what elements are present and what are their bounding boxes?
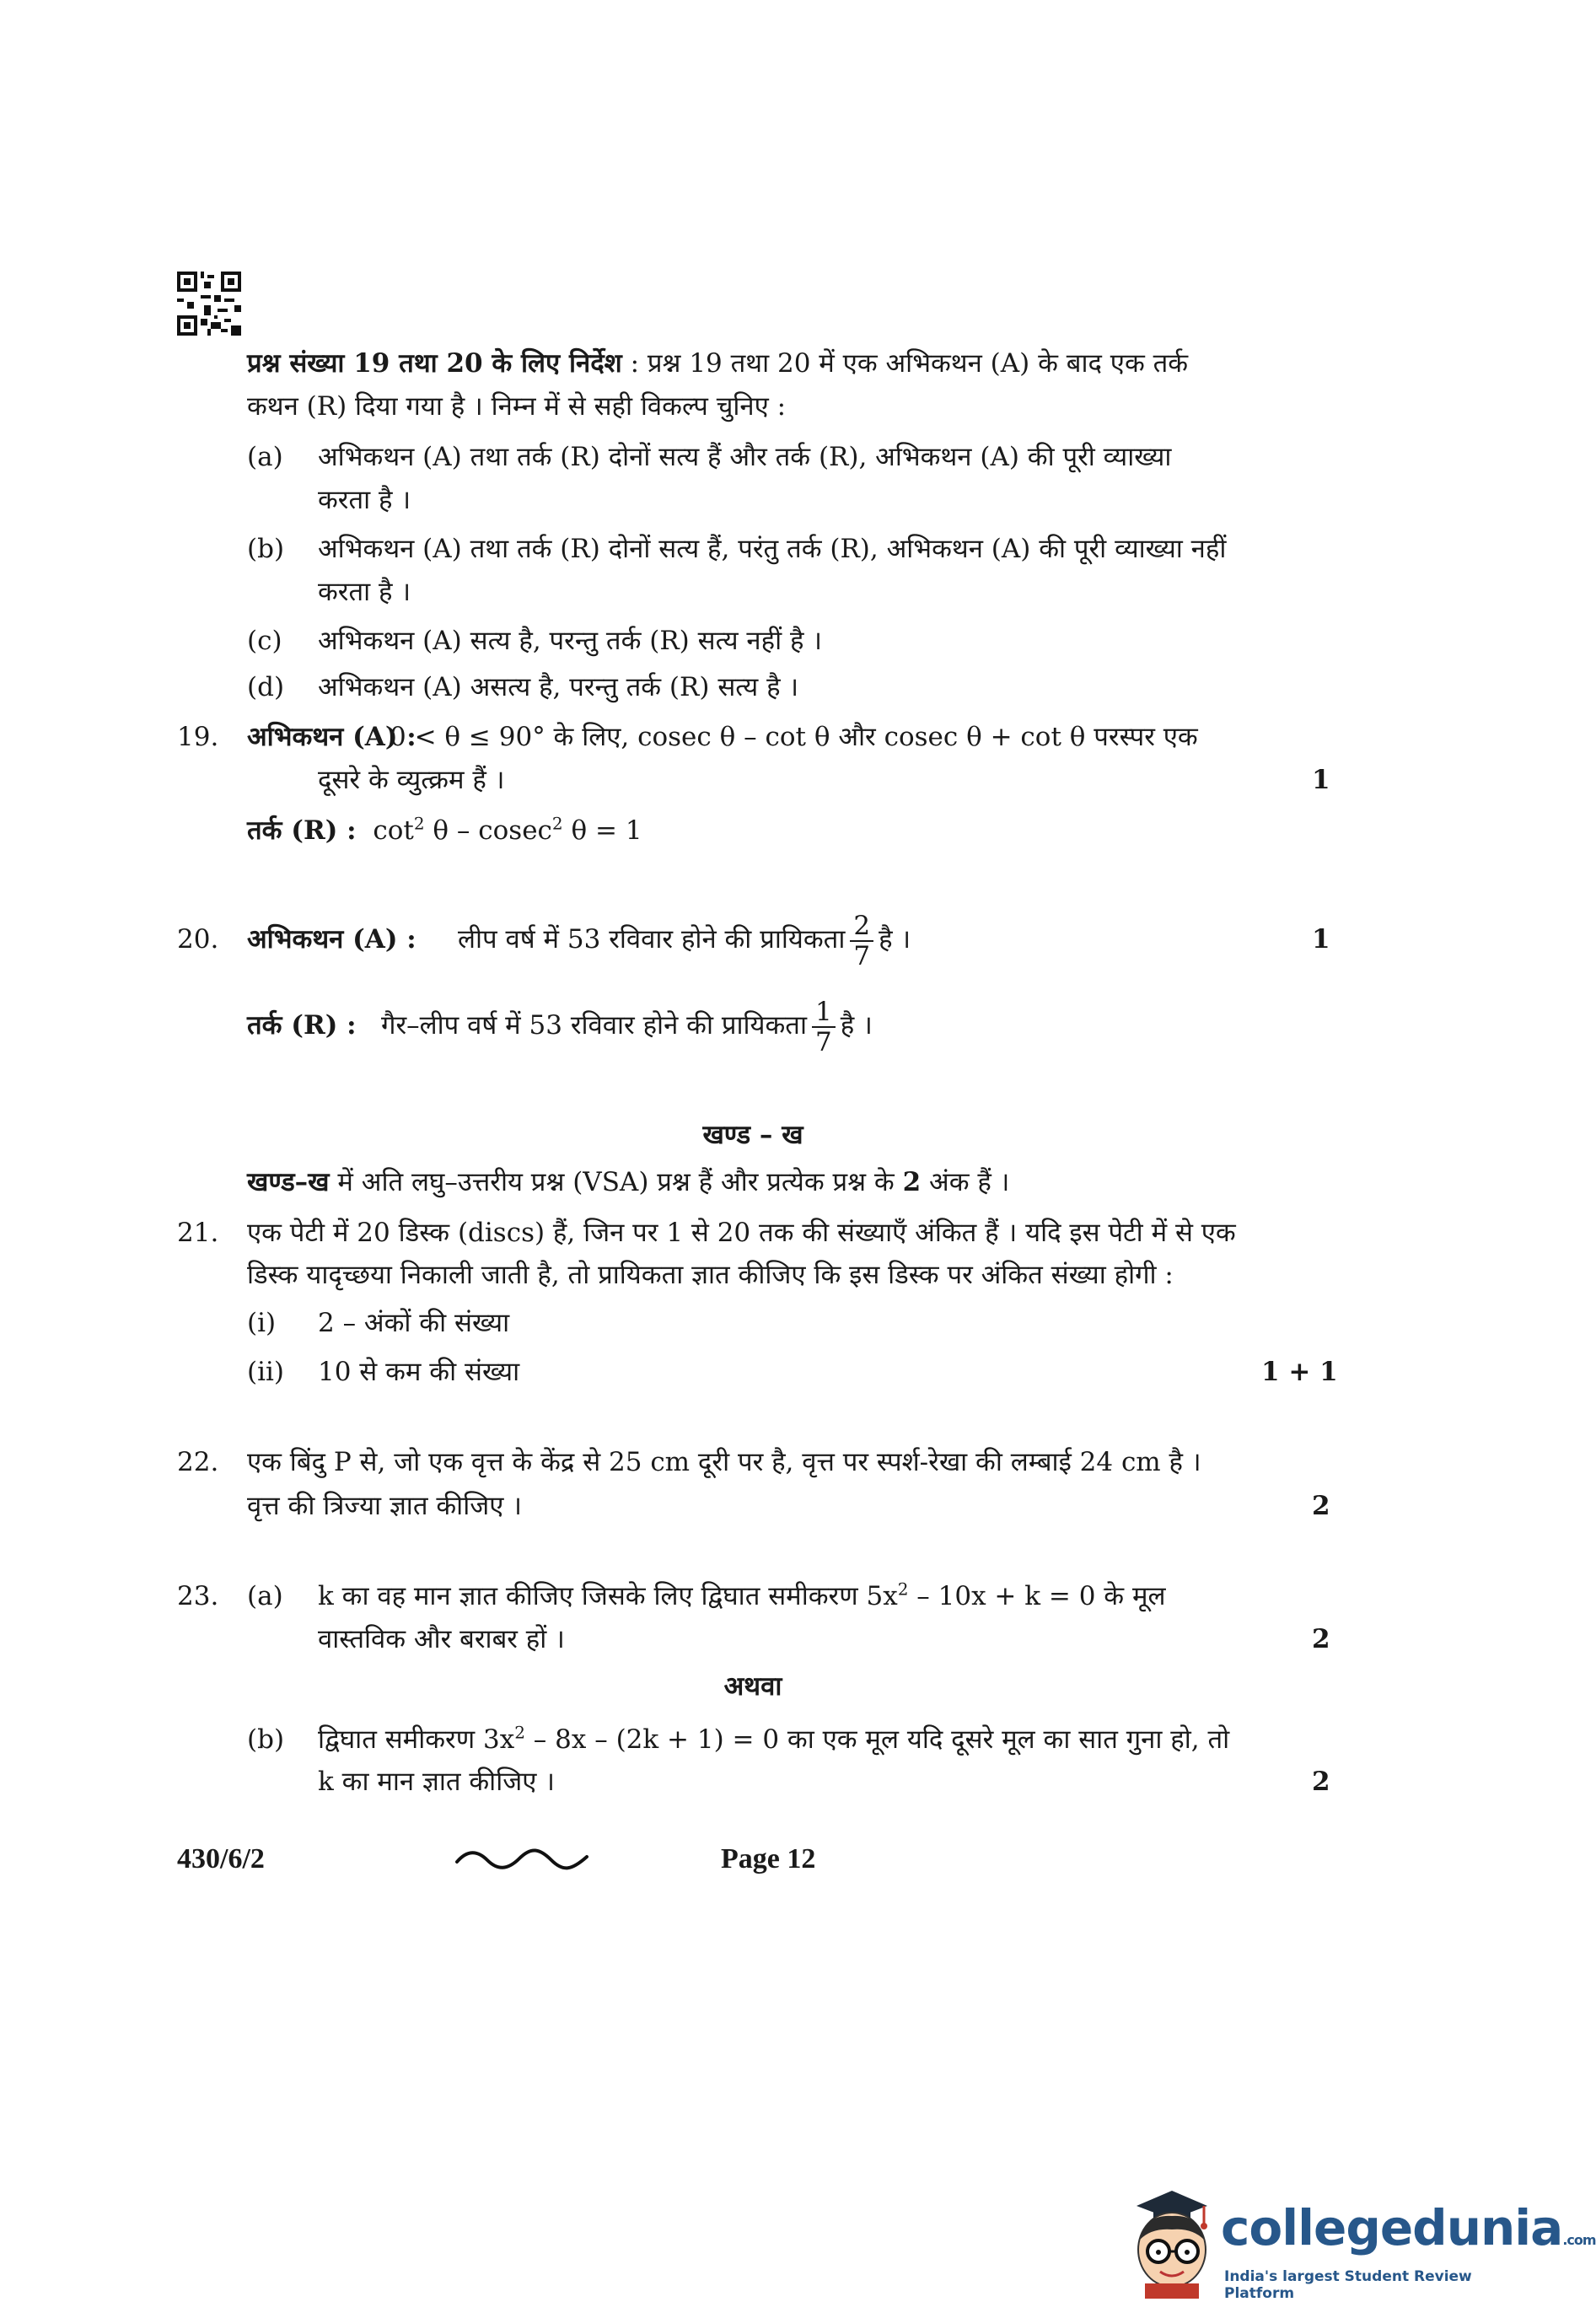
sub-text: 2 – अंकों की संख्या: [318, 1308, 510, 1338]
question-text: एक पेटी में 20 डिस्क (discs) हैं, जिन पर 1 से 20 तक की संख्याएँ अंकित हैं । यदि इस पेटी में से एक: [247, 1218, 1236, 1248]
fraction-denominator: 7: [815, 1026, 832, 1057]
question-text: [318, 1721, 1229, 1758]
marks: 1: [1312, 765, 1330, 795]
option-text: अभिकथन (A) असत्य है, परन्तु तर्क (R) सत्य है ।: [318, 672, 799, 702]
assertion-text-cont: दूसरे के व्युत्क्रम हैं ।: [318, 765, 505, 795]
question-text-cont: वास्तविक और बराबर हों ।: [318, 1624, 565, 1654]
fraction-denominator: 7: [853, 940, 871, 971]
marks: 1 + 1: [1261, 1357, 1338, 1387]
assertion-text: 0 < θ ≤ 90° के लिए, cosec θ – cot θ और cosec θ + cot θ परस्पर एक: [390, 722, 1198, 752]
instructions-line-2: कथन (R) दिया गया है । निम्न में से सही विकल्प चुनिए :: [247, 391, 787, 422]
equation-pre: द्विघात समीकरण 3x: [318, 1724, 515, 1755]
section-intro-end: अंक हैं ।: [921, 1167, 1010, 1197]
sub-label: (a): [247, 1581, 283, 1611]
fraction-numerator: 2: [850, 912, 873, 942]
option-text: अभिकथन (A) तथा तर्क (R) दोनों सत्य हैं, परंतु तर्क (R), अभिकथन (A) की पूरी व्याख्या नहीं: [318, 534, 1227, 564]
marks: 2: [1312, 1491, 1330, 1521]
fraction-numerator: 1: [812, 998, 836, 1028]
question-text-cont: k का मान ज्ञात कीजिए ।: [318, 1767, 555, 1797]
section-intro: [247, 1164, 1009, 1201]
page-number: Page 12: [721, 1843, 816, 1874]
or-label: अथवा: [723, 1671, 782, 1702]
question-number: 23.: [177, 1581, 219, 1611]
equation-pre: k का वह मान ज्ञात कीजिए जिसके लिए द्विघात समीकरण 5x: [318, 1581, 898, 1611]
assertion-label: अभिकथन (A) :: [247, 722, 416, 752]
exponent: 2: [514, 1722, 525, 1743]
equation-post: – 10x + k = 0 के मूल: [908, 1581, 1166, 1611]
collegedunia-logo[interactable]: [1120, 2181, 1596, 2302]
section-title: खण्ड – ख: [702, 1120, 803, 1150]
marks: 2: [1312, 1624, 1330, 1654]
exponent: 2: [897, 1579, 909, 1600]
reason-term: θ – cosec: [424, 815, 552, 846]
brand-wordmark: collegedunia: [1221, 2199, 1563, 2256]
instructions-line-1: [247, 345, 1188, 382]
instructions-heading: प्रश्न संख्या 19 तथा 20 के लिए निर्देश: [247, 348, 622, 379]
fraction: [812, 998, 836, 1057]
wave-ornament-icon: [455, 1847, 590, 1872]
assertion-text: [458, 902, 911, 976]
reason-end: है ।: [840, 1010, 873, 1041]
option-label: (a): [247, 442, 283, 472]
section-name: खण्ड–ख: [247, 1167, 330, 1197]
question-text-cont: वृत्त की त्रिज्या ज्ञात कीजिए ।: [247, 1491, 522, 1521]
option-label: (d): [247, 672, 285, 702]
assertion-label: अभिकथन (A) :: [247, 924, 416, 955]
question-text: [318, 1578, 1166, 1615]
question-number: 19.: [177, 722, 219, 752]
sub-label: (ii): [247, 1357, 285, 1387]
assertion-body: लीप वर्ष में 53 रविवार होने की प्रायिकता: [458, 924, 846, 955]
question-number: 21.: [177, 1218, 219, 1248]
exponent: 2: [413, 813, 425, 834]
equation-post: – 8x – (2k + 1) = 0 का एक मूल यदि दूसरे मूल का सात गुना हो, तो: [524, 1724, 1230, 1755]
option-text-cont: करता है ।: [318, 577, 411, 607]
reason-text: [381, 988, 873, 1062]
sub-label: (i): [247, 1308, 277, 1338]
reason-label: तर्क (R) :: [247, 815, 357, 846]
brand-name: [1221, 2199, 1596, 2256]
qr-code-icon: [177, 272, 241, 336]
exponent: 2: [551, 813, 563, 834]
option-label: (c): [247, 626, 282, 656]
option-label: (b): [247, 534, 285, 564]
sub-label: (b): [247, 1724, 285, 1755]
reason-label: तर्क (R) :: [247, 1010, 357, 1041]
question-text-cont: डिस्क यादृच्छया निकाली जाती है, तो प्रायिकता ज्ञात कीजिए कि इस डिस्क पर अंकित संख्या होगी :: [247, 1260, 1174, 1290]
section-intro-text: में अति लघु–उत्तरीय प्रश्न (VSA) प्रश्न हैं और प्रत्येक प्रश्न के: [329, 1167, 903, 1197]
assertion-end: है ।: [879, 924, 911, 955]
option-text: अभिकथन (A) सत्य है, परन्तु तर्क (R) सत्य नहीं है ।: [318, 626, 823, 656]
option-text-cont: करता है ।: [318, 485, 411, 515]
sub-text: 10 से कम की संख्या: [318, 1357, 520, 1387]
option-text: अभिकथन (A) तथा तर्क (R) दोनों सत्य हैं और तर्क (R), अभिकथन (A) की पूरी व्याख्या: [318, 442, 1172, 472]
paper-code: 430/6/2: [177, 1843, 265, 1874]
brand-tagline: India's largest Student Review Platform: [1224, 2268, 1472, 2302]
reason-body: गैर–लीप वर्ष में 53 रविवार होने की प्रायिकता: [381, 1010, 808, 1041]
question-text: एक बिंदु P से, जो एक वृत्त के केंद्र से 25 cm दूरी पर है, वृत्त पर स्पर्श-रेखा की लम्बाई 24 cm है ।: [247, 1447, 1201, 1477]
reason-line: [247, 812, 642, 849]
reason-term: cot: [373, 815, 414, 846]
student-mascot-icon: [1120, 2181, 1219, 2299]
marks: 2: [1312, 1767, 1330, 1797]
reason-term: θ = 1: [562, 815, 642, 846]
fraction: [850, 912, 873, 971]
question-number: 22.: [177, 1447, 219, 1477]
instructions-text: : प्रश्न 19 तथा 20 में एक अभिकथन (A) के बाद एक तर्क: [621, 348, 1189, 379]
marks: 1: [1312, 924, 1330, 955]
question-number: 20.: [177, 924, 219, 955]
brand-domain: .com: [1562, 2232, 1596, 2248]
section-marks: 2: [902, 1167, 922, 1197]
